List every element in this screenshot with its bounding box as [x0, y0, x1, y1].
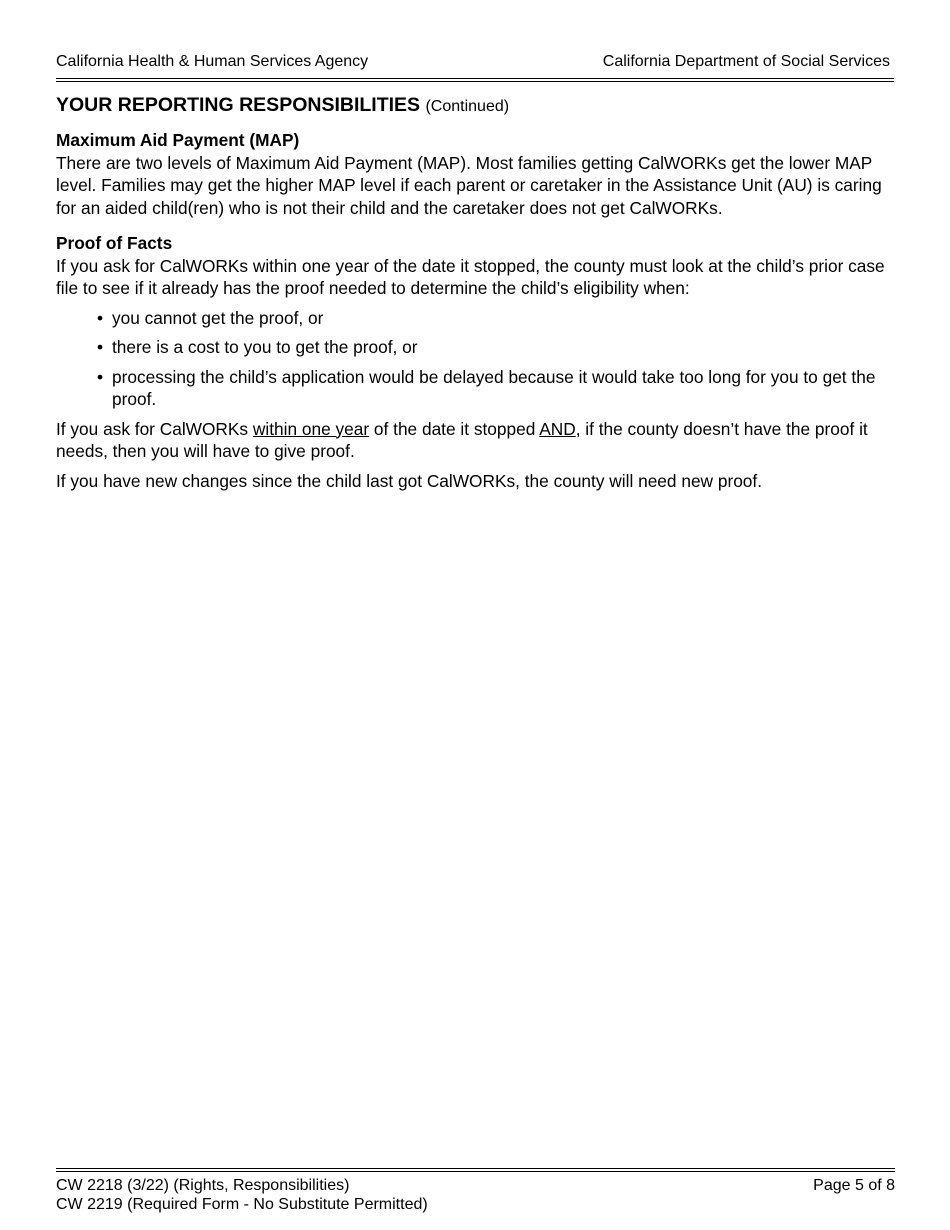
para2-text-a: If you ask for CalWORKs: [56, 418, 253, 439]
list-item: • there is a cost to you to get the proof, or: [112, 336, 898, 359]
proof-heading: Proof of Facts: [56, 233, 173, 253]
form-number-2: CW 2219 (Required Form - No Substitute Permitted): [56, 1196, 428, 1213]
page-number: Page 5 of 8: [813, 1177, 895, 1194]
proof-paragraph-3: If you have new changes since the child last got CalWORKs, the county will need new proof.: [56, 470, 763, 491]
header-divider: [56, 78, 894, 82]
footer-divider: [56, 1168, 895, 1172]
map-section: [56, 129, 898, 219]
map-body: There are two levels of Maximum Aid Payment (MAP). Most families getting CalWORKs get the lower MAP level. Families may get the higher MAP level if each parent or caretaker in the Assistance Unit (AU) is caring for an aided child(ren) who is not their child and the caretaker does not get CalWORKs.: [56, 152, 882, 218]
proof-section: [56, 232, 898, 492]
proof-bullet-list: [56, 307, 898, 411]
list-item: • processing the child’s application would be delayed because it would take too long for you to get the proof.: [112, 366, 898, 411]
list-item: • you cannot get the proof, or: [112, 307, 898, 330]
agency-name: California Health & Human Services Agency: [56, 53, 369, 70]
page-footer: [56, 1168, 895, 1214]
department-name: California Department of Social Services: [602, 53, 890, 70]
page-header: [56, 52, 894, 82]
page-content: [56, 93, 898, 492]
para2-underline-2: AND: [539, 418, 576, 439]
para2-text-b: of the date it stopped: [369, 418, 540, 439]
para2-text-c: , if the county doesn’t have the proof it needs, then you will have to give proof.: [56, 418, 868, 461]
map-heading: Maximum Aid Payment (MAP): [56, 130, 300, 150]
proof-paragraph-2: [56, 418, 898, 463]
form-number-1: CW 2218 (3/22) (Rights, Responsibilities): [56, 1177, 350, 1194]
page-title-text: YOUR REPORTING RESPONSIBILITIES: [56, 94, 421, 116]
para2-underline-1: within one year: [252, 418, 370, 439]
title-continued: (Continued): [425, 98, 510, 115]
proof-intro: If you ask for CalWORKs within one year of the date it stopped, the county must look at the child’s prior case file to see if it already has the proof needed to determine the child’s eligibility when:: [56, 255, 885, 298]
page-title: [56, 93, 898, 119]
